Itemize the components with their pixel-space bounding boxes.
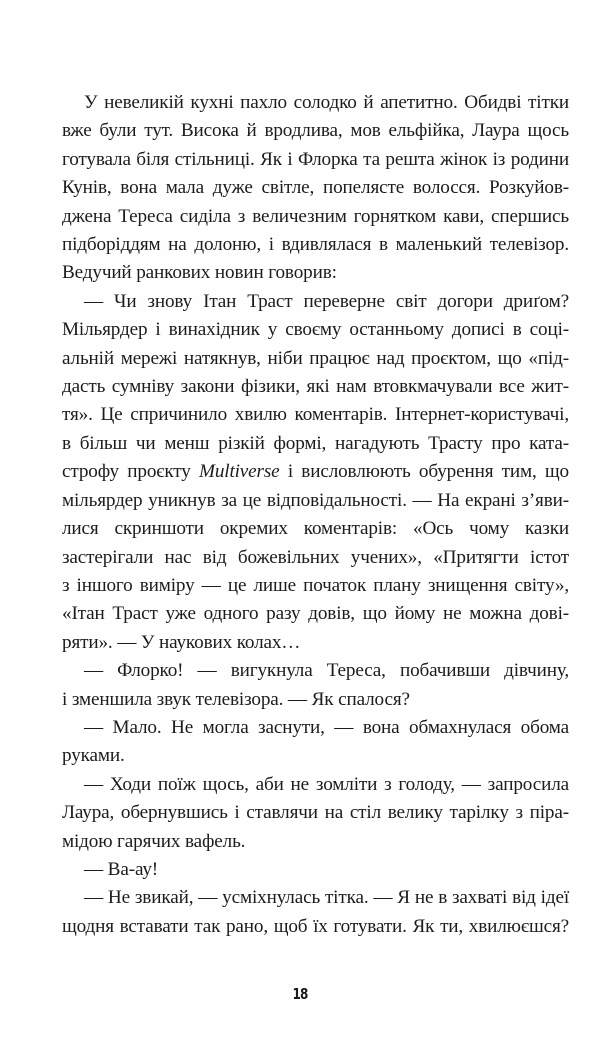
text-fragment: строфу проєкту (62, 461, 199, 483)
text-line: ряти». — У наукових колах… (62, 631, 301, 653)
book-page-body (62, 89, 569, 941)
text-line: мільярдер уникнув за це відповідальності. — На екрані з’яви- (62, 489, 569, 511)
text-fragment: і висловлюють обурення тим, що (279, 461, 570, 483)
text-line: — Флорко! — вигукнула Тереса, побачивши дівчину, (84, 660, 569, 682)
text-line: руками. (62, 745, 125, 767)
text-line: У невеликій кухні пахло солодко й апетитно. Обидві тітки (84, 92, 569, 113)
text-line: — Мало. Не могла заснути, — вона обмахнулася обома (84, 716, 569, 738)
text-line: Лаура, обернувшись і ставлячи на стіл велику тарілку з піра- (62, 802, 569, 824)
text-line: мідою гарячих вафель. (62, 830, 246, 852)
text-line: альній мережі натякнув, ніби працює над проєктом, що «під- (62, 347, 569, 369)
text-line: застерігали нас від божевільних учених», «Притягти істот (62, 546, 569, 568)
text-line: тя». Це спричинило хвилю коментарів. Інтернет-користувачі, (62, 404, 569, 426)
italic-title-multiverse: Multiverse (198, 461, 280, 483)
text-line: — Ва-ау! (84, 858, 159, 880)
text-line-with-italic (62, 458, 569, 486)
page-number: 18 (292, 985, 308, 1003)
text-line: дасть сумніву закони фізики, які нам втовкмачували все жит- (62, 376, 569, 398)
text-line: Кунів, вона мала дуже світле, попелясте волосся. Розкуйов- (62, 177, 569, 199)
text-line: — Чи знову Ітан Траст переверне світ догори дриґом? (84, 290, 569, 312)
text-line: Ведучий ранкових новин говорив: (62, 262, 337, 284)
text-line: в більш чи менш різкій формі, нагадують Трасту про ката- (62, 432, 569, 454)
text-line: вже були тут. Висока й вродлива, мов ельфійка, Лаура щось (62, 120, 569, 142)
text-line: «Ітан Траст уже одного разу довів, що йому не можна дові- (62, 603, 569, 625)
text-line: — Ходи поїж щось, аби не зомліти з голоду, — запросила (84, 773, 569, 795)
text-line: готувала біля стільниці. Як і Флорка та решта жінок із родини (62, 148, 569, 170)
text-line: щодня вставати так рано, щоб їх готувати. Як ти, хвилюєшся? (62, 915, 569, 937)
text-line: Мільярдер і винахідник у своєму останньому дописі в соці- (62, 319, 569, 341)
text-line: лися скриншоти окремих коментарів: «Ось чому казки (62, 518, 569, 540)
text-line: з іншого виміру — це лише початок плану знищення світу», (62, 574, 569, 596)
text-line: підборіддям на долоню, і вдивлялася в маленький телевізор. (62, 234, 569, 256)
text-line: джена Тереса сиділа з величезним горнятком кави, спершись (62, 205, 569, 227)
text-line: і зменшила звук телевізора. — Як спалося? (62, 688, 410, 710)
text-line: — Не звикай, — усміхнулась тітка. — Я не в захваті від ідеї (84, 887, 569, 909)
